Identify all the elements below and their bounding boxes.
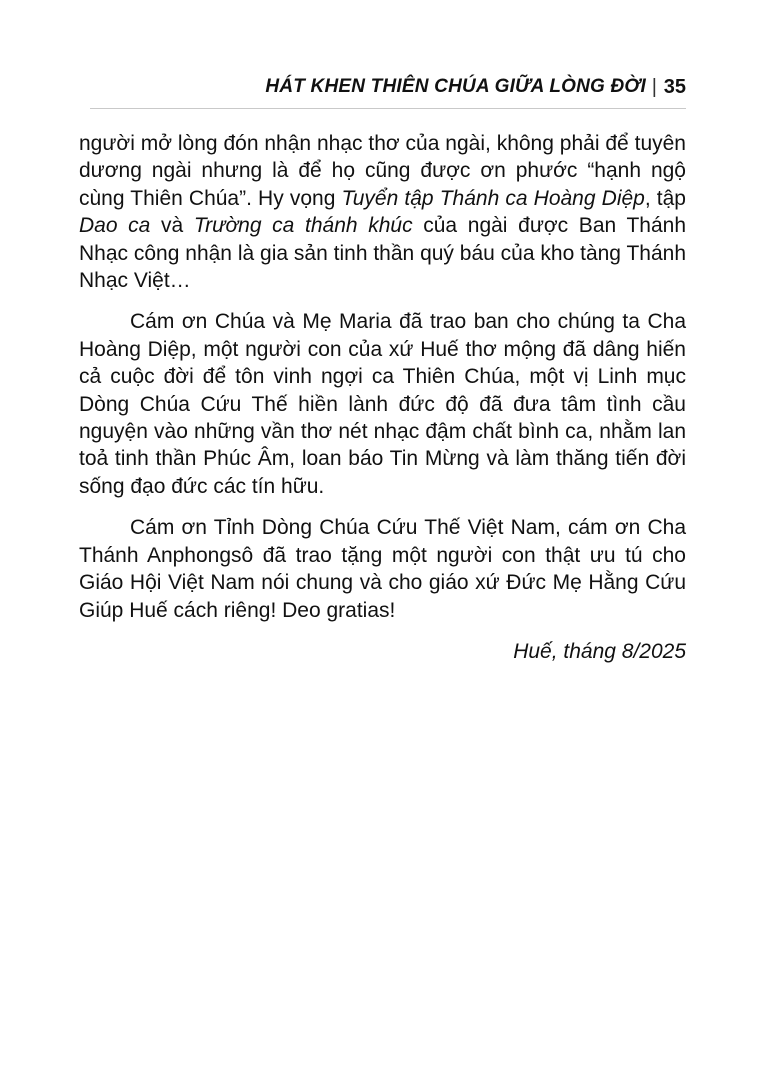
book-title-tuyen-tap: Tuyển tập Thánh ca Hoàng Diệp <box>341 186 645 210</box>
place-date-signature: Huế, tháng 8/2025 <box>513 639 686 663</box>
page-number: 35 <box>663 76 686 98</box>
running-title: HÁT KHEN THIÊN CHÚA GIỮA LÒNG ĐỜI <box>265 76 646 97</box>
page-header <box>90 74 686 109</box>
book-title-truong-ca: Trường ca thánh khúc <box>193 214 413 238</box>
book-title-dao-ca: Dao ca <box>79 214 151 238</box>
paragraph-thanks-province: Cám ơn Tỉnh Dòng Chúa Cứu Thế Việt Nam, cám ơn Cha Thánh Anphongsô đã trao tặng một người con thật ưu tú cho Giáo Hội Việt Nam nói chung và cho giáo xứ Đức Mẹ Hằng Cứu Giúp Huế cách riêng! Deo gratias! <box>79 516 686 622</box>
text-span: và <box>150 214 194 238</box>
paragraph-thanks-god: Cám ơn Chúa và Mẹ Maria đã trao ban cho chúng ta Cha Hoàng Diệp, một người con của xứ Huế thơ mộng đã dâng hiến cả cuộc đời để tôn vinh ngợi ca Thiên Chúa, một vị Linh mục Dòng Chúa Cứu Thế hiền lành đức độ đã đưa tâm tình cầu nguyện vào những vần thơ nét nhạc đậm chất bình ca, nhằm lan toả tinh thần Phúc Âm, loan báo Tin Mừng và làm thăng tiến đời sống đạo đức các tín hữu. <box>79 310 686 498</box>
paragraph-continuation <box>79 130 686 294</box>
text-span: của ngài được Ban Thánh Nhạc công nhận là gia sản tinh thần quý báu của kho tàng Thánh Nhạc Việt… <box>79 214 686 293</box>
header-separator: | <box>651 76 657 98</box>
text-span: , tập <box>644 186 686 210</box>
body-text <box>79 130 686 665</box>
text-span: người mở lòng đón nhận nhạc thơ của ngài, không phải để tuyên dương ngài nhưng là để họ cũng được ơn phước “hạnh ngộ cùng Thiên Chúa”. Hy vọng <box>79 132 686 210</box>
